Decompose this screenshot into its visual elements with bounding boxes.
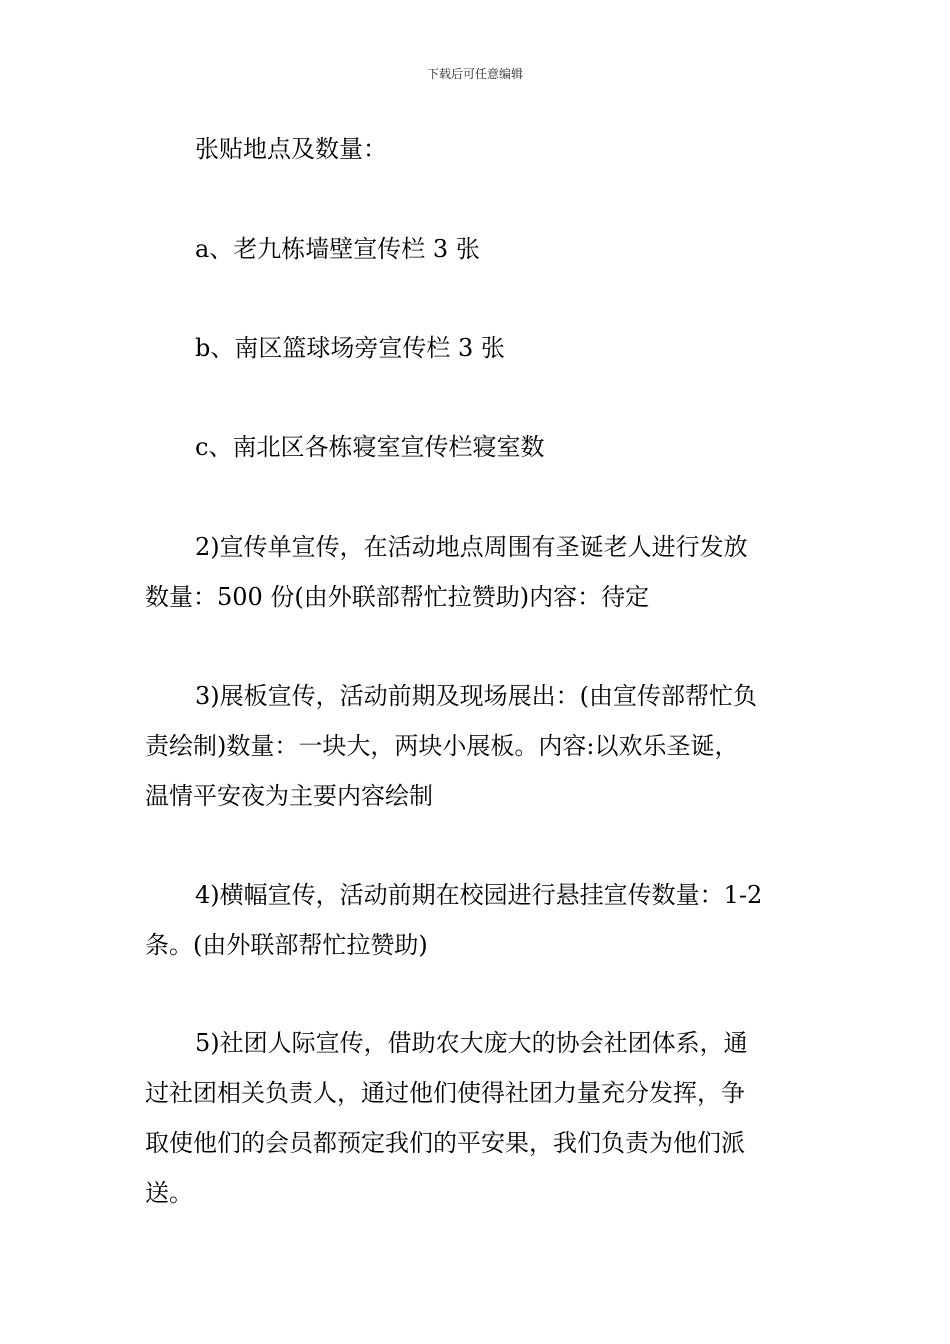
paragraph-line: 过社团相关负责人，通过他们使得社团力量充分发挥，争 xyxy=(145,1079,745,1107)
list-item-c xyxy=(145,422,810,472)
paragraph-line: 数量：500 份(由外联部帮忙拉赞助)内容：待定 xyxy=(145,583,650,611)
paragraph-line: 取使他们的会员都预定我们的平安果，我们负责为他们派 xyxy=(145,1129,745,1157)
paragraph-display-board-promotion xyxy=(145,671,810,821)
list-item-a xyxy=(145,224,810,274)
page-header: 下载后可任意编辑 xyxy=(426,67,523,81)
list-item-b xyxy=(145,323,810,373)
paragraph-flyer-promotion xyxy=(145,522,810,622)
paragraph-line: 2)宣传单宣传，在活动地点周围有圣诞老人进行发放 xyxy=(195,533,748,561)
paragraph-line: 条。(由外联部帮忙拉赞助) xyxy=(145,931,428,959)
paragraph-line: 温情平安夜为主要内容绘制 xyxy=(145,782,433,810)
paragraph-line: b、南区篮球场旁宣传栏 3 张 xyxy=(195,334,505,362)
paragraph-banner-promotion xyxy=(145,870,810,970)
paragraph-line: c、南北区各栋寝室宣传栏寝室数 xyxy=(195,433,545,461)
paragraph-line: 送。 xyxy=(145,1179,193,1207)
paragraph-club-network-promotion xyxy=(145,1018,810,1218)
paragraph-line: 责绘制)数量：一块大，两块小展板。内容:以欢乐圣诞， xyxy=(145,732,739,760)
paragraph-line: 张贴地点及数量： xyxy=(195,135,387,163)
paragraph-line: 4)横幅宣传，活动前期在校园进行悬挂宣传数量：1-2 xyxy=(195,881,763,909)
paragraph-posting-locations xyxy=(145,124,810,174)
paragraph-line: 3)展板宣传，活动前期及现场展出：(由宣传部帮忙负 xyxy=(195,682,757,710)
paragraph-line: 5)社团人际宣传，借助农大庞大的协会社团体系，通 xyxy=(195,1029,748,1057)
paragraph-line: a、老九栋墙壁宣传栏 3 张 xyxy=(195,235,480,263)
